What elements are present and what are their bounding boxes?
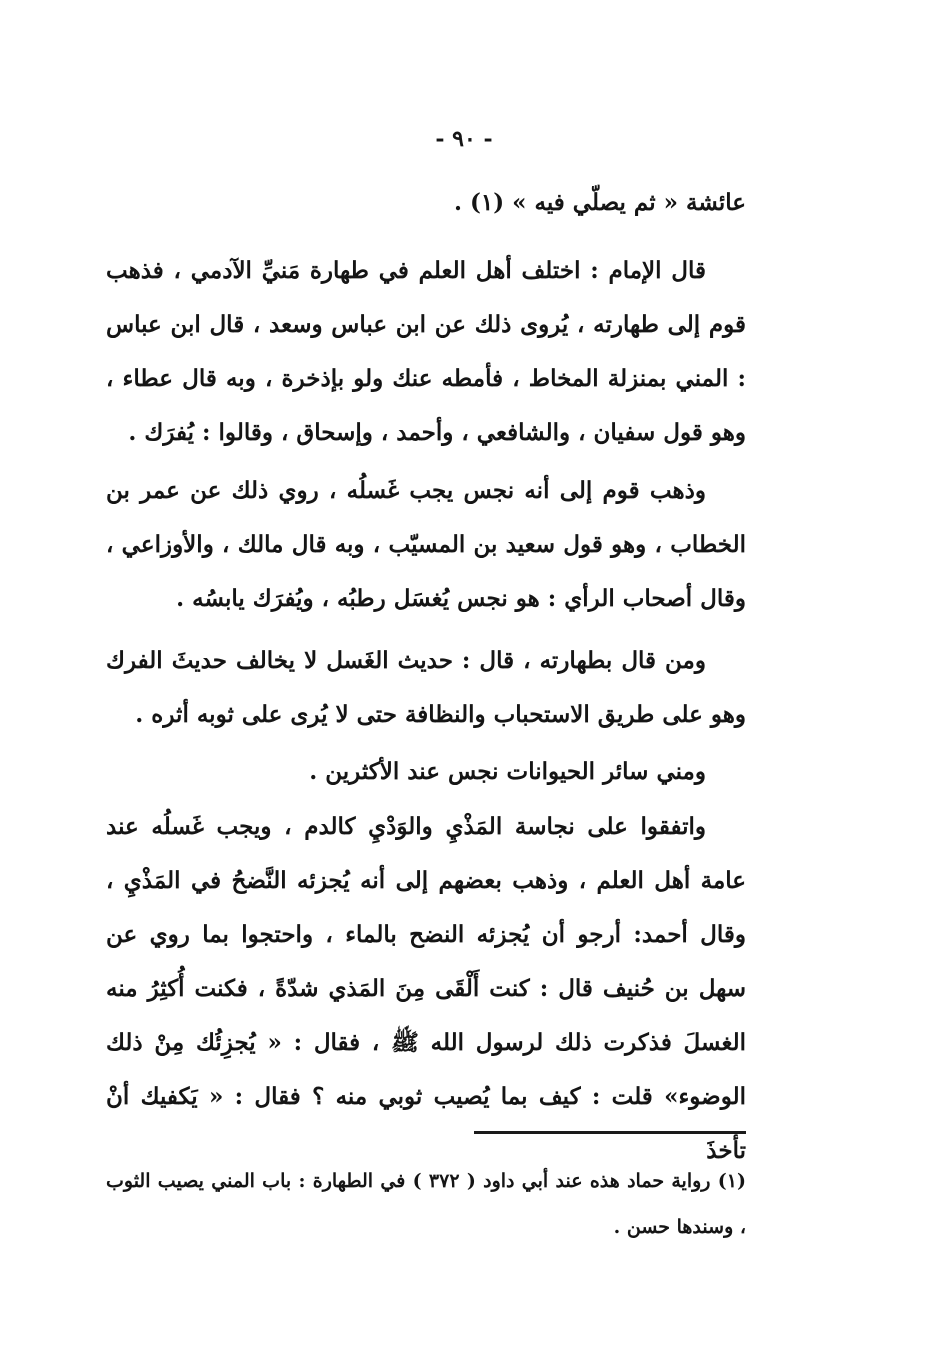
paragraph-madhi	[106, 800, 746, 1178]
paragraph-animals	[106, 745, 746, 799]
paragraph-najasa	[106, 464, 746, 626]
footnote-text: (١) رواية حماد هذه عند أبي داود ( ٣٧٢ ) في الطهارة : باب المني يصيب الثوب ، وسندها حسن .	[106, 1170, 746, 1238]
paragraph-text: واتفقوا على نجاسة المَذْيِ والوَدْيِ كالدم ، ويجب غَسلُه عند عامة أهل العلم ، وذهب بعضهم إلى أنه يُجزئه النَّضحُ في المَذْيِ ، وقال أحمد: أرجو أن يُجزئه النضح بالماء ، واحتجوا بما روي عن سهل بن حُنيف قال : كنت أَلْقَى مِنَ المَذي شدّةً ، فكنت أُكثِرُ منه الغسلَ فذكرت ذلك لرسول الله ﷺ ، فقال : « يُجزِئُك مِنْ ذلك الوضوء» قلت : كيف بما يُصيب ثوبي منه ؟ فقال : « يَكفيك أنْ تأخذَ	[106, 813, 746, 1164]
footnote-rule	[474, 1131, 746, 1134]
paragraph-text: وذهب قوم إلى أنه نجس يجب غَسلُه ، روي ذلك عن عمر بن الخطاب ، وهو قول سعيد بن المسيّب ، وبه قال مالك ، والأوزاعي ، وقال أصحاب الرأي : هو نجس يُغسَل رطبُه ، ويُفرَك يابسُه .	[106, 477, 746, 612]
paragraph-text: قال الإمام : اختلف أهل العلم في طهارة مَنيِّ الآدمي ، فذهب قوم إلى طهارته ، يُروى ذلك عن ابن عباس وسعد ، قال ابن عباس : المني بمنزلة المخاط ، فأمطه عنك ولو بإذخرة ، وبه قال عطاء ، وهو قول سفيان ، والشافعي ، وأحمد ، وإسحاق ، وقالوا : يُفرَك .	[106, 257, 746, 446]
paragraph-tahara-mani	[106, 244, 746, 460]
footnote	[106, 1158, 746, 1250]
paragraph-text: ومن قال بطهارته ، قال : حديث الغَسل لا يخالف حديثَ الفرك وهو على طريق الاستحباب والنظافة حتى لا يُرى على ثوبه أثره .	[106, 647, 746, 728]
paragraph-ghasl-fark	[106, 634, 746, 742]
page-number: - ٩٠ -	[435, 126, 493, 152]
paragraph-text: عائشة « ثم يصلّي فيه » (١) .	[453, 189, 746, 216]
paragraph-opening	[106, 176, 746, 230]
paragraph-text: ومني سائر الحيوانات نجس عند الأكثرين .	[309, 758, 706, 785]
